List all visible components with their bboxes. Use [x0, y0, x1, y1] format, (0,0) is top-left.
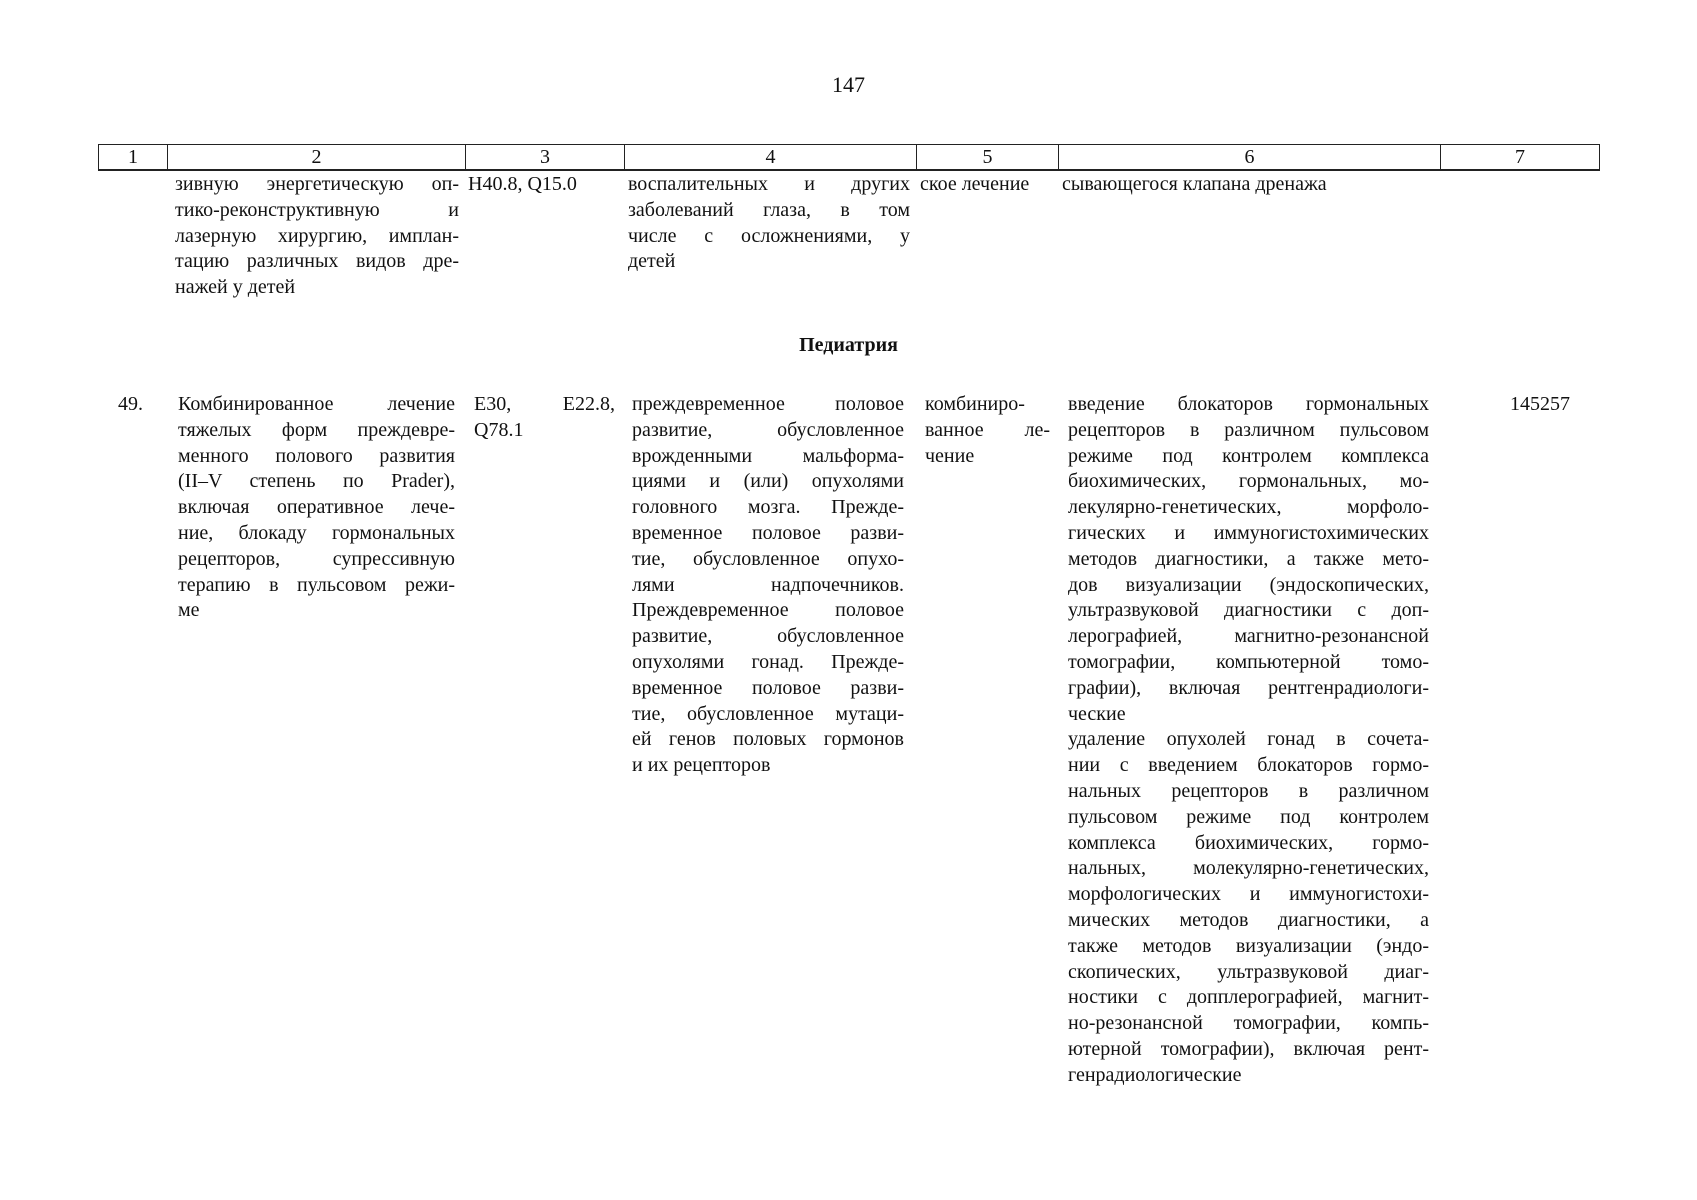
row-number: 49.: [118, 393, 143, 415]
text-line: головного мозга. Прежде-: [632, 496, 904, 519]
text-line: H40.8, Q15.0: [468, 173, 577, 195]
text-line: врожденными мальформа-: [632, 444, 904, 467]
text-line: циями и (или) опухолями: [632, 470, 904, 493]
text-line: комплекса биохимических, гормо-: [1068, 831, 1429, 854]
text-line: ютерной томографии), включая рент-: [1068, 1037, 1429, 1060]
text-line: ностики с допплерографией, магнит-: [1068, 986, 1429, 1009]
text-line: ультразвуковой диагностики с доп-: [1068, 599, 1429, 622]
text-line: тие, обусловленное мутаци-: [632, 702, 904, 725]
text-line: нальных, молекулярно-генетических,: [1068, 857, 1429, 880]
text-line: Преждевременное половое: [632, 599, 904, 622]
text-line: E30, E22.8,: [474, 393, 615, 415]
row-col-7-cost: 145257: [1510, 393, 1570, 415]
text-line: ме: [178, 599, 200, 622]
text-line: преждевременное половое: [632, 393, 904, 415]
header-col-1: 1: [98, 144, 168, 170]
text-line: тяжелых форм преждевре-: [178, 418, 455, 441]
text-line: графии), включая рентгенрадиологи-: [1068, 676, 1429, 699]
text-line: пульсовом режиме под контролем: [1068, 805, 1429, 828]
text-line: тие, обусловленное опухо-: [632, 547, 904, 570]
text-line: нажей у детей: [175, 276, 296, 299]
text-line: опухолями гонад. Прежде-: [632, 650, 904, 673]
text-line: морфологических и иммуногистохи-: [1068, 883, 1429, 906]
text-line: зивную энергетическую оп-: [175, 173, 459, 195]
text-line: временное половое разви-: [632, 521, 904, 544]
text-line: числе с осложнениями, у: [628, 224, 910, 247]
row-col-3: [474, 392, 615, 444]
text-line: лями надпочечников.: [632, 573, 904, 596]
text-line: рецепторов в различном пульсовом: [1068, 418, 1429, 441]
section-title: Педиатрия: [799, 334, 898, 356]
text-line: но-резонансной томографии, компь-: [1068, 1012, 1429, 1035]
text-line: методов диагностики, а также мето-: [1068, 547, 1429, 570]
text-line: нальных рецепторов в различном: [1068, 779, 1429, 802]
text-line: ванное ле-: [925, 418, 1050, 441]
text-line: скопических, ультразвуковой диаг-: [1068, 960, 1429, 983]
prev-row-col-5: [920, 172, 1055, 198]
header-col-3: 3: [465, 144, 625, 170]
text-line: дов визуализации (эндоскопических,: [1068, 573, 1429, 596]
text-line: лекулярно-генетических, морфоло-: [1068, 496, 1429, 519]
prev-row-col-2: [175, 172, 459, 301]
row-col-5: [925, 392, 1050, 469]
header-col-4: 4: [624, 144, 917, 170]
prev-row-col-3: [468, 172, 618, 198]
text-line: мических методов диагностики, а: [1068, 908, 1429, 931]
header-col-5: 5: [916, 144, 1059, 170]
text-line: развитие, обусловленное: [632, 625, 904, 648]
text-line: заболеваний глаза, в том: [628, 198, 910, 221]
text-line: временное половое разви-: [632, 676, 904, 699]
text-line: менного полового развития: [178, 444, 455, 467]
text-line: томографии, компьютерной томо-: [1068, 650, 1429, 673]
row-col-4: [632, 392, 904, 779]
text-line: комбиниро-: [925, 393, 1025, 415]
row-col-2: [178, 392, 455, 624]
text-line: ское лечение: [920, 173, 1030, 195]
text-line: лерографией, магнитно-резонансной: [1068, 625, 1429, 648]
text-line: чение: [925, 444, 975, 467]
header-col-2: 2: [167, 144, 466, 170]
header-col-7: 7: [1440, 144, 1600, 170]
text-line: (II–V степень по Prader),: [178, 470, 455, 493]
text-line: генрадиологические: [1068, 1063, 1242, 1086]
text-line: Комбинированное лечение: [178, 393, 455, 415]
page-number: 147: [832, 72, 865, 97]
text-line: и их рецепторов: [632, 754, 771, 777]
text-line: также методов визуализации (эндо-: [1068, 934, 1429, 957]
text-line: ческие: [1068, 702, 1126, 725]
header-bottom-rule: [98, 170, 1600, 171]
text-line: тико-реконструктивную и: [175, 198, 459, 221]
text-line: биохимических, гормональных, мо-: [1068, 470, 1429, 493]
row-col-6: [1068, 392, 1429, 1089]
text-line: детей: [628, 250, 676, 273]
text-line: лазерную хирургию, имплан-: [175, 224, 459, 247]
text-line: ние, блокаду гормональных: [178, 521, 455, 544]
text-line: воспалительных и других: [628, 173, 910, 195]
text-line: Q78.1: [474, 418, 524, 441]
prev-row-col-4: [628, 172, 910, 275]
header-col-6: 6: [1058, 144, 1441, 170]
text-line: гических и иммуногистохимических: [1068, 521, 1429, 544]
text-line: нии с введением блокаторов гормо-: [1068, 754, 1429, 777]
text-line: развитие, обусловленное: [632, 418, 904, 441]
text-line: рецепторов, супрессивную: [178, 547, 455, 570]
prev-row-col-6: [1062, 172, 1437, 198]
text-line: сывающегося клапана дренажа: [1062, 173, 1327, 195]
text-line: режиме под контролем комплекса: [1068, 444, 1429, 467]
text-line: удаление опухолей гонад в сочета-: [1068, 728, 1429, 751]
text-line: включая оперативное лече-: [178, 496, 455, 519]
text-line: терапию в пульсовом режи-: [178, 573, 455, 596]
text-line: введение блокаторов гормональных: [1068, 393, 1429, 415]
text-line: ей генов половых гормонов: [632, 728, 904, 751]
text-line: тацию различных видов дре-: [175, 250, 459, 273]
